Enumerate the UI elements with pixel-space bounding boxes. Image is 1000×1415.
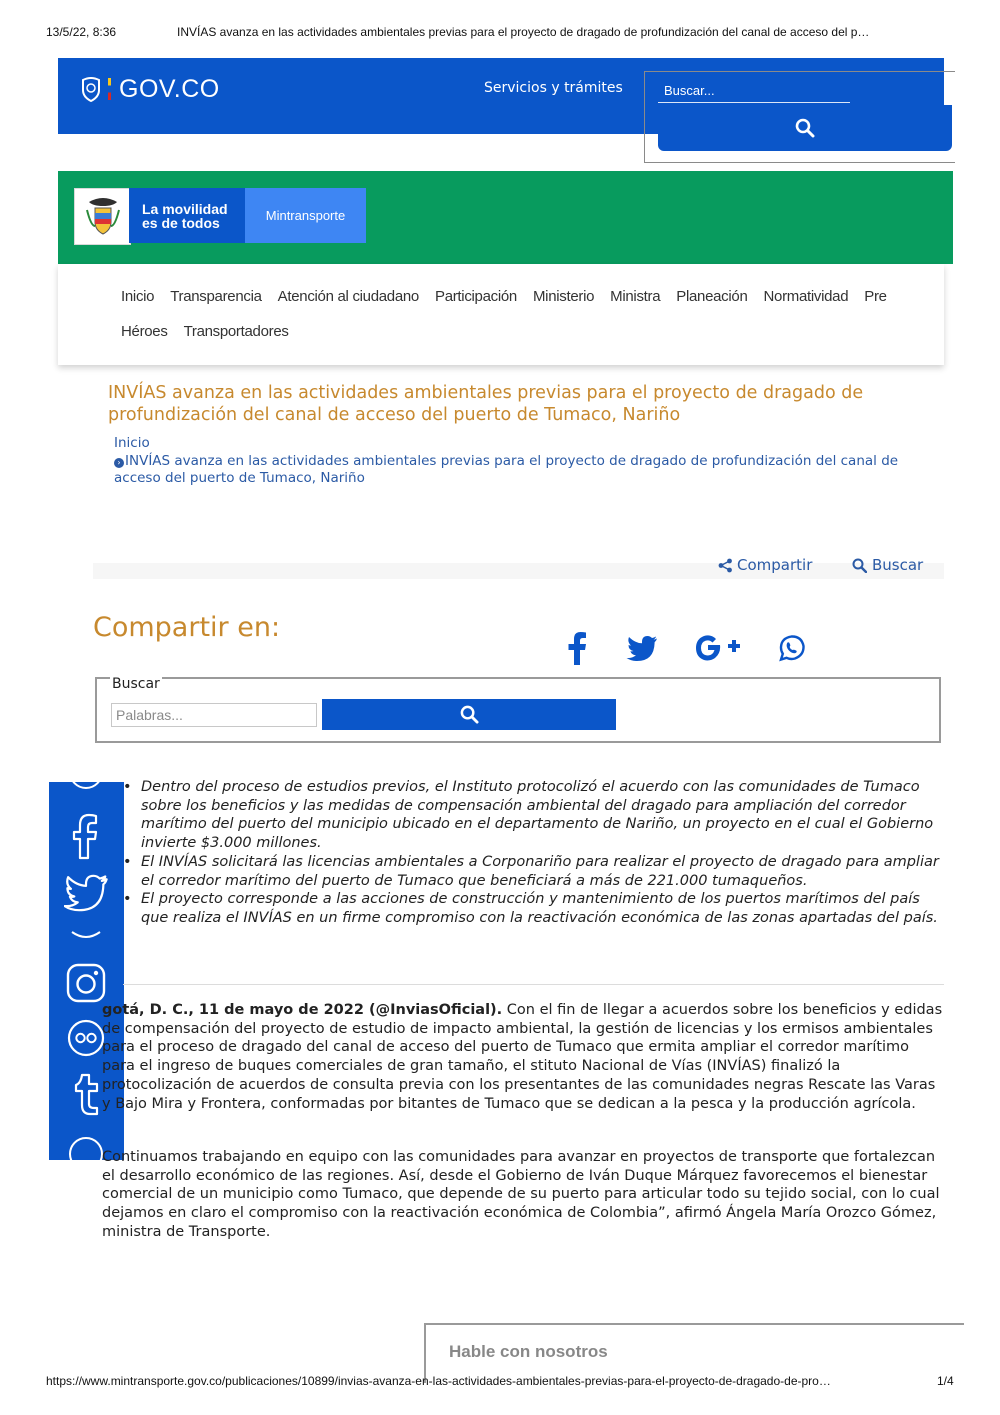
keywords-search-button[interactable] bbox=[322, 699, 616, 730]
article-paragraph-2: Continuamos trabajando en equipo con las comunidades para avanzar en proyectos de transporte que fortalezcan el desarrollo económico de las regiones. Así, desde el Gobierno de Iván Duque Márquez favorecemos el bienestar comercial de un municipio como Tumaco, que depende de su puerto para articular todo su tejido social, con lo cual dejamos en claro el compromiso con la reactivación económica de Colombia”, afirmó Ángela María Orozco Gómez, ministra de Transporte. bbox=[102, 1149, 940, 1240]
share-strip bbox=[93, 563, 944, 579]
movilidad-logo[interactable] bbox=[129, 188, 245, 243]
main-nav-row-1 bbox=[121, 288, 939, 305]
sidebar-facebook-link[interactable] bbox=[63, 812, 109, 860]
share-whatsapp-button[interactable] bbox=[774, 628, 810, 668]
nav-item-normatividad[interactable]: Normatividad bbox=[763, 288, 849, 305]
buscar-link-label: Buscar bbox=[872, 556, 924, 574]
main-nav-card bbox=[58, 264, 944, 365]
share-twitter-button[interactable] bbox=[624, 628, 660, 668]
twitter-icon bbox=[626, 635, 658, 662]
sidebar-top-partial-icon[interactable] bbox=[63, 782, 109, 792]
circle-icon bbox=[66, 1134, 106, 1160]
coat-of-arms-icon bbox=[83, 196, 123, 238]
sidebar-instagram-link[interactable] bbox=[63, 962, 109, 1004]
tumblr-icon bbox=[69, 1072, 103, 1116]
facebook-icon bbox=[69, 812, 103, 860]
breadcrumb-current: INVÍAS avanza en las actividades ambientales previas para el proyecto de dragado de profundización del canal de acceso del puerto de Tumaco, Nariño bbox=[114, 452, 899, 486]
govco-flag-bar bbox=[108, 78, 111, 100]
nav-item-ministra[interactable]: Ministra bbox=[610, 288, 661, 305]
nav-item-transportadores[interactable]: Transportadores bbox=[183, 323, 289, 340]
article-paragraph-1-text: Con el fin de llegar a acuerdos sobre los beneficios y edidas de compensación del proyecto de estudio de impacto ambiental, la gestión de licencias y los ermisos ambientales para el proceso de dragado del canal de acceso del puerto de Tumaco que ermita ampliar el corredor marítimo para el ingreso de buques comerciales de gran tamaño, el stituto Nacional de Vías (INVÍAS) finalizó la protocolización de acuerdos de consulta previa con los presentantes de las comunidades negras Rescate las Varas y Bajo Mira y Frontera, conformadas por bitantes de Tumaco que se dedican a la pesca y la producción agrícola. bbox=[102, 1002, 943, 1112]
search-fieldset-legend: Buscar bbox=[112, 676, 160, 692]
sidebar-youtube-partial-link[interactable] bbox=[63, 930, 109, 942]
mintransporte-logo[interactable]: Mintransporte bbox=[245, 188, 366, 243]
share-link-label: Compartir bbox=[737, 556, 813, 574]
govco-logo-text: GOV.CO bbox=[119, 74, 220, 103]
search-icon bbox=[460, 705, 479, 724]
instagram-icon bbox=[65, 962, 107, 1004]
sidebar-twitter-link[interactable] bbox=[63, 874, 109, 912]
summary-bullet: • El proyecto corresponde a las acciones de construcción y mantenimiento de los puertos marítimos del país que realiza el INVÍAS en un firme compromiso con la reactivación económica de las zonas apartadas del país. bbox=[123, 890, 943, 927]
nav-item-inicio[interactable]: Inicio bbox=[121, 288, 155, 305]
whatsapp-icon bbox=[777, 633, 807, 663]
share-facebook-button[interactable] bbox=[563, 628, 591, 668]
facebook-icon bbox=[567, 631, 587, 665]
flickr-icon bbox=[66, 1018, 106, 1058]
chat-widget-label[interactable]: Hable con nosotros bbox=[449, 1342, 608, 1361]
keywords-search-input[interactable] bbox=[111, 703, 317, 727]
movilidad-line1: La movilidad bbox=[142, 200, 228, 217]
nav-item-ministerio[interactable]: Ministerio bbox=[532, 288, 595, 305]
buscar-link[interactable] bbox=[852, 556, 923, 574]
summary-bullet: • El INVÍAS solicitará las licencias ambientales a Corponariño para realizar el proyecto de dragado para ampliar el corredor marítimo del puerto de Tumaco que beneficiará a más de 221.000 tumaqueños. bbox=[123, 853, 943, 890]
search-icon bbox=[852, 558, 867, 573]
share-icon bbox=[718, 558, 733, 573]
nav-item-transparencia[interactable]: Transparencia bbox=[170, 288, 262, 305]
nav-item-participacion[interactable]: Participación bbox=[434, 288, 517, 305]
share-heading: Compartir en: bbox=[93, 612, 281, 643]
summary-bullet-list bbox=[123, 778, 943, 928]
search-icon bbox=[795, 118, 815, 138]
colombia-coat-of-arms[interactable] bbox=[74, 188, 131, 245]
nav-item-planeacion[interactable]: Planeación bbox=[676, 288, 748, 305]
google-plus-icon bbox=[695, 633, 741, 663]
print-title: INVÍAS avanza en las actividades ambientales previas para el proyecto de dragado de profundización del canal de acceso del p… bbox=[177, 25, 870, 39]
divider bbox=[123, 984, 944, 985]
nav-item-atencion[interactable]: Atención al ciudadano bbox=[277, 288, 419, 305]
print-page-number: 1/4 bbox=[937, 1374, 954, 1388]
twitter-icon bbox=[64, 874, 108, 912]
summary-bullet: • Dentro del proceso de estudios previos, el Instituto protocolizó el acuerdo con las comunidades de Tumaco sobre los beneficios y las medidas de compensación ambiental del dragado para ampliación del corredor marítimo del puerto del municipio ubicado en el departamento de Nariño, un proyecto en el cual el Gobierno invierte $3.000 millones. bbox=[123, 778, 943, 853]
breadcrumb bbox=[114, 435, 914, 488]
movilidad-line2: es de todos bbox=[142, 214, 220, 231]
share-google-plus-button[interactable] bbox=[694, 628, 742, 668]
smile-curve-icon bbox=[66, 930, 106, 942]
chevron-right-icon: › bbox=[114, 458, 124, 468]
article-paragraph-1 bbox=[102, 1001, 944, 1113]
page-title: INVÍAS avanza en las actividades ambientales previas para el proyecto de dragado de profundización del canal de acceso del puerto de Tumaco, Nariño bbox=[108, 383, 864, 425]
breadcrumb-home-link[interactable]: Inicio bbox=[114, 435, 150, 451]
govco-logo[interactable] bbox=[80, 73, 220, 105]
article-dateline: gotá, D. C., 11 de mayo de 2022 (@InviasOficial). bbox=[102, 1002, 503, 1018]
colombia-shield-icon bbox=[80, 76, 102, 102]
main-nav-row-2 bbox=[121, 323, 289, 340]
nav-item-heroes[interactable]: Héroes bbox=[121, 323, 168, 340]
nav-item-pre[interactable]: Pre bbox=[864, 288, 887, 305]
header-search-button[interactable] bbox=[658, 105, 952, 151]
circle-icon bbox=[66, 782, 106, 792]
print-url: https://www.mintransporte.gov.co/publicaciones/10899/invias-avanza-en-las-actividades-ambientales-previas-para-el-proyecto-de-dragado-de-pro… bbox=[46, 1374, 831, 1388]
servicios-tramites-link[interactable]: Servicios y trámites bbox=[484, 80, 623, 96]
header-search-input[interactable] bbox=[658, 78, 850, 103]
share-link[interactable] bbox=[718, 556, 812, 574]
print-date: 13/5/22, 8:36 bbox=[46, 25, 117, 39]
